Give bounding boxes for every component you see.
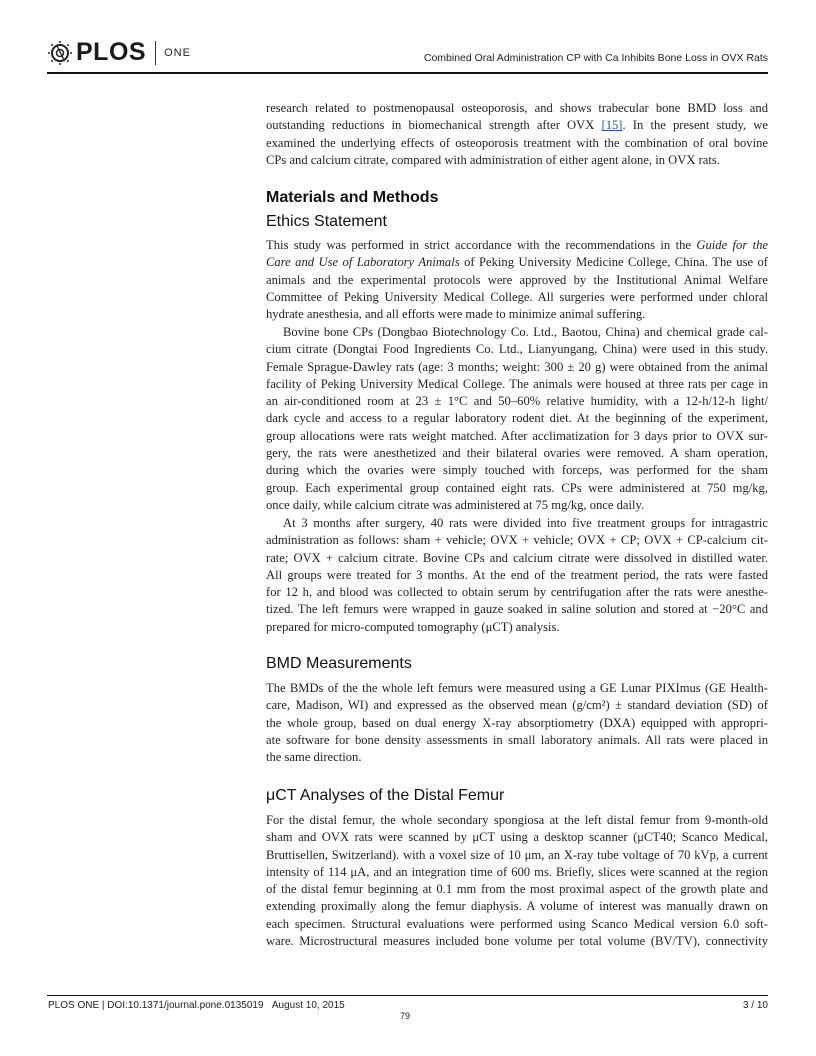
text-line: during which the ovaries were simply touched with forceps, was performed for the sham	[266, 463, 768, 478]
reference-link[interactable]: [15]	[601, 118, 623, 133]
text-line: each specimen. Structural evaluations were performed using Scanco Medical version 6.0 soft-	[266, 916, 768, 931]
subsection-heading-uct: μCT Analyses of the Distal Femur	[266, 787, 505, 804]
text-line: The BMDs of the the whole left femurs were measured using a GE Lunar PIXImus (GE Health-	[266, 681, 768, 695]
italic-title: Guide for the	[696, 238, 768, 252]
uct-paragraph	[266, 812, 768, 950]
text-line: an air-conditioned room at 23 ± 1°C and 50–60% relative humidity, with a 12-h/12-h light/	[266, 394, 768, 409]
text-line	[266, 237, 768, 254]
running-title: Combined Oral Administration CP with Ca Inhibits Bone Loss in OVX Rats	[423, 52, 768, 64]
text-line: ware. Microstructural measures included bone volume per total volume (BV/TV), connectivity	[266, 934, 768, 949]
text-line	[266, 254, 768, 271]
text-line: tized. The left femurs were wrapped in gauze soaked in saline solution and stored at −20°C and	[266, 602, 768, 617]
bmd-paragraph	[266, 680, 768, 766]
text-span: outstanding reductions in biomechanical strength after OVX	[266, 118, 602, 133]
text-line: hydrate anesthesia, and all efforts were made to minimize animal suffering.	[266, 307, 646, 322]
subsection-heading-ethics: Ethics Statement	[266, 213, 387, 230]
logo-plos-text: PLOS	[76, 38, 147, 66]
text-line: once daily, while calcium citrate was administered at 75 mg/kg, once daily.	[266, 497, 645, 512]
text-line: extending proximally along the femur diaphysis. A volume of interest was manually drawn on	[266, 899, 768, 914]
plos-logo-icon	[47, 40, 73, 66]
subsection-heading-bmd: BMD Measurements	[266, 655, 412, 672]
section-heading: Materials and Methods	[266, 189, 439, 206]
text-line: group. Each experimental group contained eight rats. CPs were administered at 750 mg/kg,	[266, 480, 768, 495]
text-line: CPs and calcium citrate, compared with administration of either agent alone, in OVX rats.	[266, 152, 720, 167]
text-line: For the distal femur, the whole secondary spongiosa at the left distal femur from 9-month-old	[266, 813, 768, 827]
text-line: Female Sprague-Dawley rats (age: 3 months; weight: 300 ± 20 g) were obtained from the animal	[266, 359, 768, 374]
text-line: Committee of Peking University Medical College. All surgeries were performed under chloral	[266, 289, 768, 304]
text-line: examined the underlying effects of osteoporosis treatment with the combination of oral bovine	[266, 135, 768, 150]
text-line: the whole group, based on dual energy X-ray absorptiometry (DXA) equipped with appropri-	[266, 715, 768, 730]
footer-page: 3 / 10	[742, 1000, 768, 1011]
text-line: animals and the experimental protocols were approved by the Institutional Animal Welfare	[266, 272, 768, 287]
text-line: At 3 months after surgery, 40 rats were divided into five treatment groups for intragastric	[283, 516, 768, 530]
text-line: prepared for micro-computed tomography (μCT) analysis.	[266, 619, 560, 634]
footer-rule	[47, 995, 768, 996]
header-rule	[47, 72, 768, 74]
page-number: 79	[400, 1011, 411, 1021]
methods-paragraph-groups	[266, 515, 768, 636]
text-span: This study was performed in strict accordance with the recommendations in the	[266, 238, 697, 252]
footer-doi: PLOS ONE | DOI:10.1371/journal.pone.0135019	[48, 1000, 264, 1011]
italic-title: Care and Use of Laboratory Animals	[266, 255, 460, 270]
text-line: facility of Peking University Medical College. The animals were housed at three rats per cage in	[266, 376, 768, 391]
footer-citation	[48, 1000, 345, 1011]
text-line: research related to postmenopausal osteoporosis, and shows trabecular bone BMD loss and	[266, 101, 768, 115]
text-line: Bovine bone CPs (Dongbao Biotechnology Co. Ltd., Baotou, China) and chemical grade cal-	[283, 325, 768, 339]
text-line: sham and OVX rats were scanned by μCT using a desktop scanner (μCT40; Scanco Medical,	[266, 830, 768, 845]
text-line: group allocations were rats weight matched. After acclimatization for 3 days prior to OVX sur-	[266, 428, 768, 443]
logo-divider	[155, 41, 156, 65]
text-line: dark cycle and access to a regular laboratory rodent diet. At the beginning of the experiment,	[266, 411, 768, 426]
plos-one-logo	[47, 38, 191, 67]
text-line: intensity of 114 μA, and an integration time of 600 ms. Briefly, slices were scanned at the region	[266, 864, 768, 879]
intro-paragraph	[266, 100, 768, 169]
text-line	[266, 117, 768, 134]
text-span: of Peking University Medicine College, China. The use of	[459, 255, 768, 270]
text-line: rate; OVX + calcium citrate. Bovine CPs and calcium citrate were dissolved in distilled water.	[266, 550, 768, 565]
text-line: All groups were treated for 3 months. At the end of the treatment period, the rats were fasted	[266, 567, 768, 582]
footer-date: August 10, 2015	[271, 1000, 345, 1011]
text-line: Bruttisellen, Switzerland). with a voxel size of 10 μm, an X-ray tube voltage of 70 kVp, a current	[266, 847, 768, 862]
text-line: for 12 h, and blood was collected to obtain serum by centrifugation after the rats were anesthe-	[266, 585, 768, 600]
methods-paragraph-animals	[266, 324, 768, 514]
logo-one-text: ONE	[164, 46, 191, 59]
text-line: ate software for bone density assessments in small laboratory animals. All rats were placed in	[266, 732, 768, 747]
text-span: . In the present study, we	[622, 118, 768, 133]
text-line: care, Madison, WI) and expressed as the observed mean (g/cm²) ± standard deviation (SD) of	[266, 698, 768, 713]
text-line: cium citrate (Dongtai Food Ingredients Co. Ltd., Lianyungang, China) were used in this study.	[266, 342, 768, 357]
ethics-paragraph	[266, 237, 768, 323]
text-line: administration as follows: sham + vehicle; OVX + vehicle; OVX + CP; OVX + CP-calcium cit-	[266, 533, 768, 548]
text-line: the same direction.	[266, 750, 362, 765]
text-line: of the distal femur beginning at 0.1 mm from the most proximal aspect of the growth plate and	[266, 882, 768, 897]
text-line: gery, the rats were anesthetized and their bilateral ovaries were removed. A sham operation,	[266, 446, 768, 461]
